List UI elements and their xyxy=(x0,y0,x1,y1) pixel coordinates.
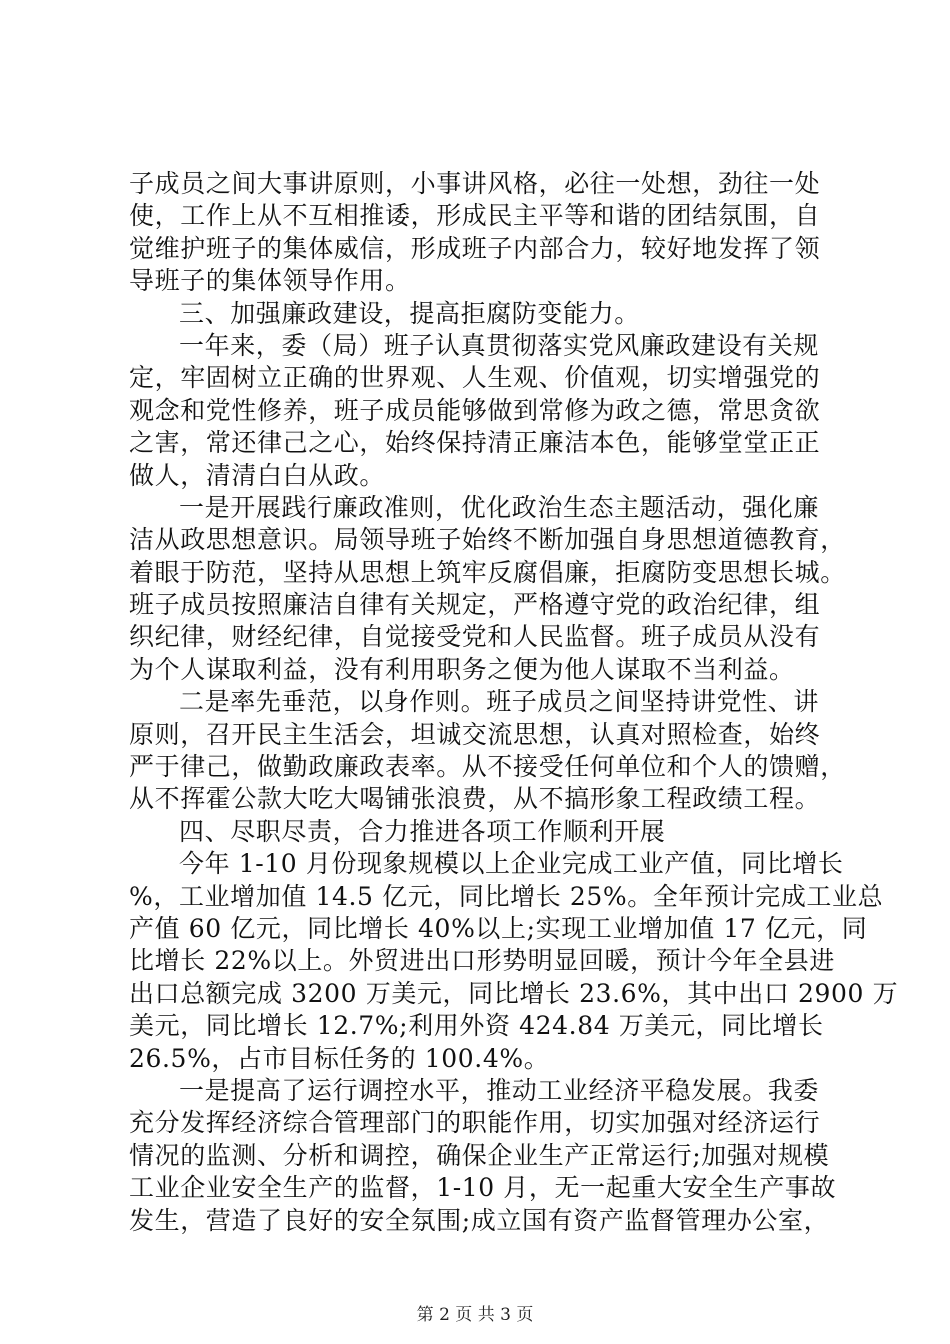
text-line: 定，牢固树立正确的世界观、人生观、价值观，切实增强党的 xyxy=(129,363,821,393)
text-line: 一年来，委（局）班子认真贯彻落实党风廉政建设有关规 xyxy=(179,330,820,360)
text-line: 美元，同比增长 12.7%;利用外资 424.84 万美元，同比增长 xyxy=(129,1011,824,1041)
document-body xyxy=(129,168,899,1237)
text-line: 为个人谋取利益，没有利用职务之便为他人谋取不当利益。 xyxy=(129,654,795,684)
text-line: 四、尽职尽责，合力推进各项工作顺利开展 xyxy=(179,816,666,846)
text-line: 子成员之间大事讲原则，小事讲风格，必往一处想，劲往一处 xyxy=(129,169,821,198)
text-line: 导班子的集体领导作用。 xyxy=(129,266,411,296)
text-line: 发生，营造了良好的安全氛围;成立国有资产监督管理办公室， xyxy=(129,1205,830,1235)
text-line: 情况的监测、分析和调控，确保企业生产正常运行;加强对规模 xyxy=(129,1140,830,1170)
text-line: 着眼于防范，坚持从思想上筑牢反腐倡廉，拒腐防变思想长城。 xyxy=(129,557,846,587)
text-line: 洁从政思想意识。局领导班子始终不断加强自身思想道德教育， xyxy=(129,525,846,555)
text-line: 一是提高了运行调控水平，推动工业经济平稳发展。我委 xyxy=(179,1075,820,1105)
text-line: 一是开展践行廉政准则，优化政治生态主题活动，强化廉 xyxy=(179,492,820,522)
text-line: 严于律己，做勤政廉政表率。从不接受任何单位和个人的馈赠， xyxy=(129,752,846,782)
text-line: 三、加强廉政建设，提高拒腐防变能力。 xyxy=(179,298,640,328)
page-footer: 第 2 页 共 3 页 xyxy=(416,1305,534,1325)
text-line: 之害，常还律己之心，始终保持清正廉洁本色，能够堂堂正正 xyxy=(129,428,821,458)
text-line: 从不挥霍公款大吃大喝铺张浪费，从不搞形象工程政绩工程。 xyxy=(129,784,821,814)
text-line: 做人，清清白白从政。 xyxy=(129,460,386,490)
text-line: 觉维护班子的集体威信，形成班子内部合力，较好地发挥了领 xyxy=(129,233,821,263)
text-line: 产值 60 亿元，同比增长 40%以上;实现工业增加值 17 亿元，同 xyxy=(129,913,868,943)
text-line: 使，工作上从不互相推诿，形成民主平等和谐的团结氛围，自 xyxy=(129,201,821,231)
text-line: 比增长 22%以上。外贸进出口形势明显回暖，预计今年全县进 xyxy=(129,946,835,976)
text-line: 26.5%，占市目标任务的 100.4%。 xyxy=(129,1043,550,1073)
text-line: 原则，召开民主生活会，坦诚交流思想，认真对照检查，始终 xyxy=(129,719,821,749)
text-line: 今年 1-10 月份现象规模以上企业完成工业产值，同比增长 xyxy=(179,849,844,879)
text-line: 观念和党性修养，班子成员能够做到常修为政之德，常思贪欲 xyxy=(129,395,821,425)
text-line: 织纪律，财经纪律，自觉接受党和人民监督。班子成员从没有 xyxy=(129,622,821,652)
text-line: 充分发挥经济综合管理部门的职能作用，切实加强对经济运行 xyxy=(129,1108,821,1138)
text-line: 工业企业安全生产的监督，1-10 月，无一起重大安全生产事故 xyxy=(129,1173,837,1203)
text-line: %，工业增加值 14.5 亿元，同比增长 25%。全年预计完成工业总 xyxy=(129,881,884,911)
text-line: 出口总额完成 3200 万美元，同比增长 23.6%，其中出口 2900 万 xyxy=(129,978,899,1008)
text-line: 二是率先垂范，以身作则。班子成员之间坚持讲党性、讲 xyxy=(179,687,820,717)
text-line: 班子成员按照廉洁自律有关规定，严格遵守党的政治纪律，组 xyxy=(129,590,821,620)
